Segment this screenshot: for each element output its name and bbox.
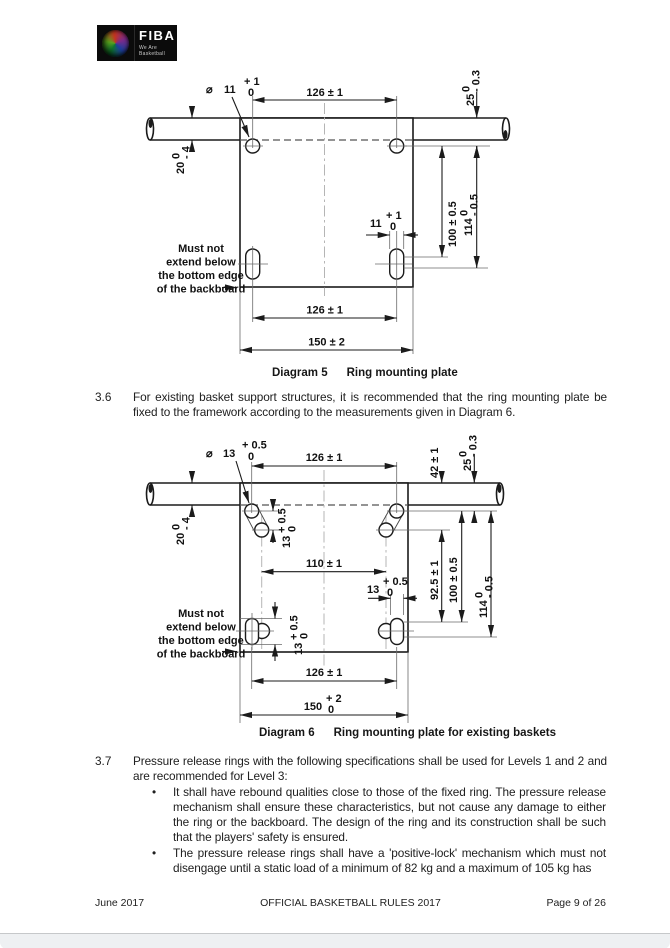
d6-hole-tol-top: + 0.5 — [242, 439, 267, 452]
d5-dim-slot-tol-top: + 1 — [386, 210, 402, 222]
rule-3-7-bullet-2 — [133, 846, 607, 875]
d5-dim-slot-11: 11 — [370, 218, 382, 230]
svg-text:+ 0.5: + 0.5 — [276, 508, 289, 533]
svg-text:25: 25 — [465, 93, 477, 106]
d5-dim-100 — [447, 201, 459, 247]
svg-text:0: 0 — [473, 591, 486, 598]
d6-note-must-not-extend — [157, 608, 246, 661]
diagram-6-title: Ring mounting plate for existing baskets — [333, 727, 556, 739]
svg-text:114: 114 — [478, 600, 490, 618]
svg-text:- 0.3: - 0.3 — [470, 69, 483, 92]
svg-text:the bottom edge: the bottom edge — [158, 270, 244, 282]
footer-title: OFFICIAL BASKETBALL RULES 2017 — [260, 897, 441, 909]
d6-diameter-symbol: ⌀ — [206, 448, 213, 460]
svg-text:- 0.3: - 0.3 — [467, 434, 480, 457]
d5-note-must-not-extend — [157, 243, 246, 296]
bullet-1-text: It shall have rebound qualities close to those of the fixed ring. The pressure release mechanism shall ensure these characteristics, but not cause any damage to either the ring or the backboard. The design of the ring and its construction shall be such that the players' safety is ensured. — [173, 785, 606, 844]
footer-page-number: Page 9 of 26 — [546, 897, 606, 909]
d6-dim-pipe-20 — [171, 516, 193, 545]
d5-hole-diameter: 11 — [224, 84, 236, 96]
d6-dim-114 — [474, 576, 496, 618]
d5-dim-bottom-126: 126 ± 1 — [306, 304, 344, 317]
d6-dim-slot-tol-top: + 0.5 — [383, 576, 408, 588]
svg-text:- 4: - 4 — [180, 517, 193, 530]
d5-dim-25 — [461, 70, 483, 106]
diagram-5-drawing — [90, 68, 550, 360]
fiba-tagline: We Are Basketball — [139, 45, 166, 57]
svg-text:13: 13 — [293, 642, 305, 655]
d5-dim-top-126: 126 ± 1 — [306, 87, 344, 99]
svg-text:13: 13 — [281, 535, 293, 548]
d5-hole-tol-top: + 1 — [244, 76, 260, 88]
fiba-logo — [97, 25, 177, 61]
svg-text:25: 25 — [462, 458, 474, 471]
svg-text:- 4: - 4 — [180, 146, 193, 159]
fiba-wordmark — [135, 25, 177, 61]
svg-text:42 ± 1: 42 ± 1 — [429, 447, 441, 478]
bullet-icon: • — [152, 785, 157, 800]
svg-text:of the backboard: of the backboard — [156, 648, 246, 661]
d6-dim-bottom-126: 126 ± 1 — [305, 667, 343, 679]
d6-dim-slot-tol-bottom: 0 — [387, 587, 394, 599]
rule-3-6-number: 3.6 — [95, 390, 112, 404]
svg-text:the bottom edge: the bottom edge — [158, 635, 244, 647]
svg-text:0: 0 — [457, 450, 470, 457]
diagram-5-caption — [272, 367, 458, 379]
diagram-6-caption — [259, 727, 556, 739]
svg-text:Must not: Must not — [178, 243, 224, 255]
svg-text:0: 0 — [298, 632, 311, 639]
basketball-globe-icon — [102, 30, 129, 57]
svg-text:0: 0 — [460, 85, 473, 92]
svg-text:20: 20 — [175, 532, 187, 545]
d6-dim-150-tol-top: + 2 — [326, 693, 342, 705]
mounting-plate — [240, 103, 413, 296]
diagram-5-title: Ring mounting plate — [346, 367, 458, 379]
svg-text:0: 0 — [170, 523, 183, 530]
svg-text:of the backboard: of the backboard — [156, 283, 246, 296]
svg-text:extend below: extend below — [166, 621, 236, 634]
svg-text:0: 0 — [170, 152, 183, 159]
d5-dim-slot-tol-bottom: 0 — [390, 221, 397, 233]
page-footer — [95, 897, 606, 909]
fiba-globe-icon — [97, 25, 135, 61]
diagram-6-label: Diagram 6 — [259, 727, 315, 739]
d6-hole-diameter: 13 — [223, 448, 236, 460]
svg-text:Must not: Must not — [178, 608, 224, 620]
bullet-2-text: The pressure release rings shall have a 'positive-lock' mechanism which must not disengage until a static load of a minimum of 82 kg and a maximum of 105 kg has — [173, 846, 606, 875]
d6-dim-150-tol-bottom: 0 — [328, 704, 335, 716]
svg-text:extend below: extend below — [166, 256, 236, 269]
diagram-5-label: Diagram 5 — [272, 367, 328, 379]
d5-hole-tol-bottom: 0 — [248, 87, 255, 99]
diagram-6-drawing — [90, 428, 550, 728]
rule-3-7-body — [133, 754, 607, 876]
d6-dim-bottom-150: 150 — [303, 701, 323, 713]
d6-dim-slot-13: 13 — [367, 584, 380, 596]
d6-dim-top-126: 126 ± 1 — [305, 452, 343, 464]
fiba-brand-text: FIBA — [139, 28, 176, 43]
bullet-icon: • — [152, 846, 157, 861]
footer-date: June 2017 — [95, 897, 145, 909]
d6-dim-100 — [448, 557, 460, 603]
svg-text:100 ± 0.5: 100 ± 0.5 — [448, 557, 460, 603]
svg-text:- 0.5: - 0.5 — [483, 575, 496, 598]
d6-dim-110: 110 ± 1 — [305, 558, 343, 570]
svg-text:92.5 ± 1: 92.5 ± 1 — [429, 560, 441, 600]
rule-3-7-number: 3.7 — [95, 754, 112, 768]
svg-text:0: 0 — [458, 209, 471, 216]
rule-3-6-text: For existing basket support structures, it is recommended that the ring mounting plate be fixed to the framework according to the measurements given in Diagram 6. — [133, 390, 607, 419]
svg-text:114: 114 — [463, 218, 475, 236]
rule-3-7-intro: Pressure release rings with the following specifications shall be used for Levels 1 and 2 and are recommended for Level 3: — [133, 754, 607, 783]
d5-dim-bottom-150: 150 ± 2 — [308, 336, 345, 349]
page-bottom-edge — [0, 933, 670, 948]
svg-text:20: 20 — [175, 161, 187, 174]
rule-3-7-bullet-1 — [133, 785, 607, 844]
d6-dim-92-5 — [429, 560, 441, 600]
d6-dim-25 — [458, 435, 480, 471]
d6-hole-tol-bottom: 0 — [248, 451, 255, 463]
d5-diameter-symbol: ⌀ — [206, 84, 213, 96]
svg-text:0: 0 — [286, 525, 299, 532]
svg-text:100 ± 0.5: 100 ± 0.5 — [447, 201, 459, 247]
svg-text:+ 0.5: + 0.5 — [288, 615, 301, 640]
svg-text:- 0.5: - 0.5 — [468, 193, 481, 216]
d6-dim-42 — [429, 447, 441, 478]
d5-dim-pipe-20 — [171, 145, 193, 174]
